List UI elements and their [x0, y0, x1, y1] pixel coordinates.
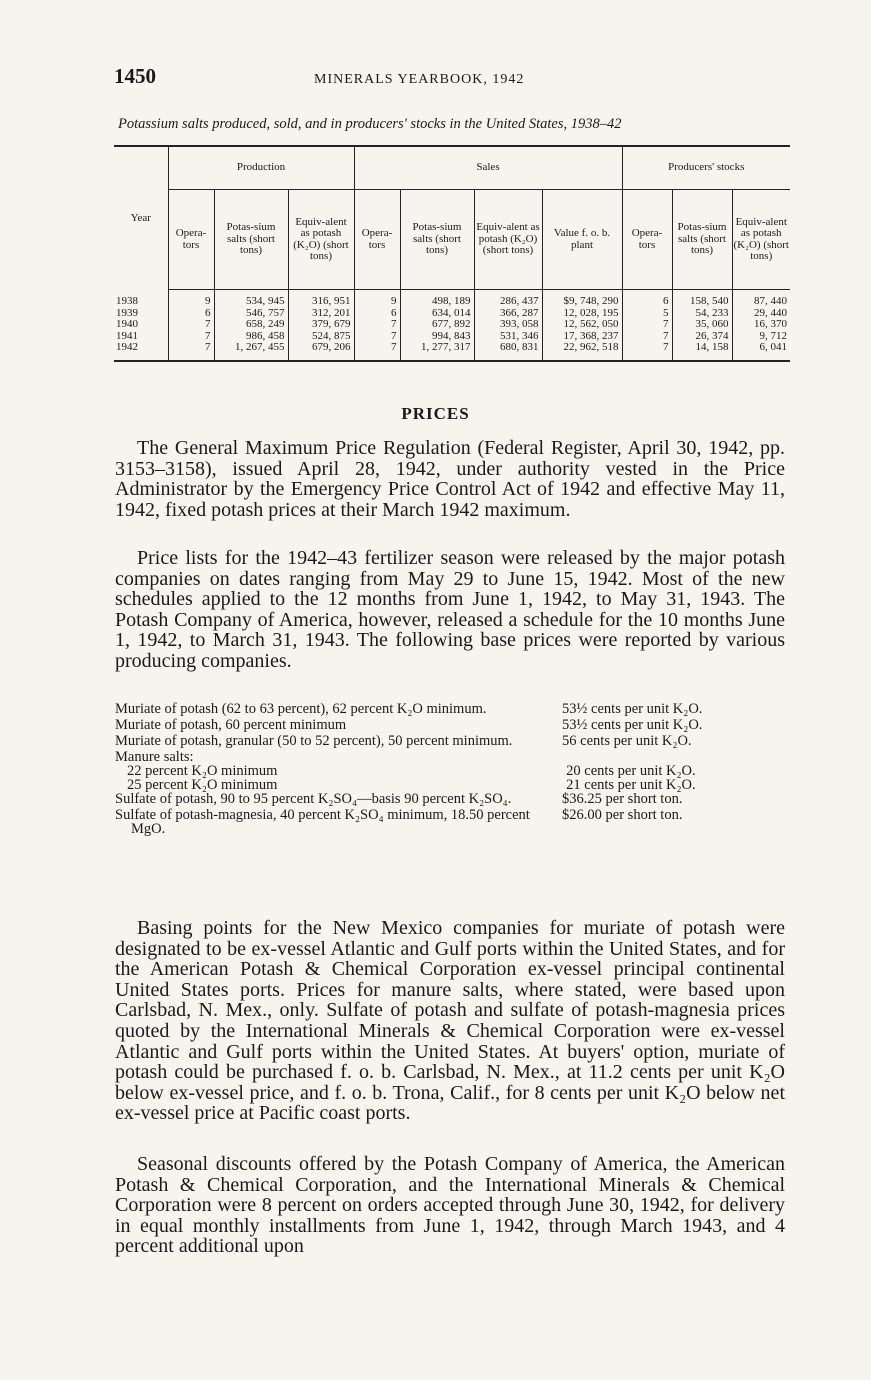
- col-operators: Opera-tors: [622, 190, 672, 290]
- page-number: 1450: [114, 64, 156, 88]
- col-k2o: Equiv-alent as potash (K₂O) (short tons): [288, 190, 354, 290]
- stocks-header: Producers' stocks: [622, 146, 790, 190]
- page-header: [114, 64, 794, 94]
- price-item: Sulfate of potash-magnesia, 40 percent K₂SO₄ minimum, 18.50 percent MgO. $26.00 per short ton.: [115, 807, 683, 837]
- col-k2o: Equiv-alent as potash (K₂O) (short tons): [474, 190, 542, 290]
- table-row: 1940 7 658, 249 379, 679 7 677, 892 393, 058 12, 562, 050 7 35, 060 16, 370: [114, 319, 790, 331]
- price-item: Muriate of potash, 60 percent minimum 53½ cents per unit K₂O.: [115, 717, 703, 733]
- price-item: Manure salts:: [115, 749, 194, 765]
- price-item: Sulfate of potash, 90 to 95 percent K₂SO₄—basis 90 percent K₂SO₄. $36.25 per short ton.: [115, 791, 683, 807]
- col-salts: Potas-sium salts (short tons): [400, 190, 474, 290]
- col-operators: Opera-tors: [168, 190, 214, 290]
- paragraph: Seasonal discounts offered by the Potash Company of America, the American Potash & Chemical Corporation, and the International Minerals & Chemical Corporation were 8 percent on orders accepted through June 30, 1942, for delivery in equal monthly installments from June 1, 1942, through March 1943, and 4 percent additional upon: [115, 1153, 785, 1258]
- paragraph: The General Maximum Price Regulation (Federal Register, April 30, 1942, pp. 3153–3158), issued April 28, 1942, under authority vested in the Price Administrator by the Emergency Price Control Act of 1942 and effective May 11, 1942, fixed potash prices at their March 1942 maximum.: [115, 437, 785, 521]
- price-item: Muriate of potash (62 to 63 percent), 62 percent K₂O minimum. 53½ cents per unit K₂O.: [115, 701, 703, 717]
- col-k2o: Equiv-alent as potash (K₂O) (short tons): [732, 190, 790, 290]
- running-head: MINERALS YEARBOOK, 1942: [314, 72, 525, 87]
- table-row: 1942 7 1, 267, 455 679, 206 7 1, 277, 317 680, 831 22, 962, 518 7 14, 158 6, 041: [114, 342, 790, 361]
- price-list: [115, 702, 785, 836]
- paragraph: Price lists for the 1942–43 fertilizer season were released by the major potash companies on dates ranging from May 29 to June 15, 1942. Most of the new schedules applied to the 12 months from June 1, 1942, to May 31, 1943. The Potash Company of America, however, released a schedule for the 10 months June 1, 1942, to March 31, 1943. The following base prices were reported by various producing companies.: [115, 547, 785, 672]
- col-value: Value f. o. b. plant: [542, 190, 622, 290]
- price-item: 25 percent K₂O minimum 21 cents per unit K₂O.: [127, 777, 696, 793]
- col-salts: Potas-sium salts (short tons): [672, 190, 732, 290]
- potassium-salts-table: [114, 145, 790, 362]
- paragraph: Basing points for the New Mexico companies for muriate of potash were designated to be ex-vessel Atlantic and Gulf ports within the United States, and for the American Potash & Chemical Corporation ex-vessel principal continental United States ports. Prices for manure salts, where stated, were based upon Carlsbad, N. Mex., only. Sulfate of potash and sulfate of potash-magnesia prices quoted by the International Minerals & Chemical Corporation were ex-vessel Atlantic and Gulf ports within the United States. At buyers' option, muriate of potash could be purchased f. o. b. Carlsbad, N. Mex., at 11.2 cents per unit K₂O below ex-vessel price, and f. o. b. Trona, Calif., for 8 cents per unit K₂O below net ex-vessel price at Pacific coast ports.: [115, 917, 785, 1125]
- production-header: Production: [168, 146, 354, 190]
- table-caption: Potassium salts produced, sold, and in producers' stocks in the United States, 1938–42: [118, 116, 622, 132]
- col-salts: Potas-sium salts (short tons): [214, 190, 288, 290]
- sales-header: Sales: [354, 146, 622, 190]
- table-row: 1939 6 546, 757 312, 201 6 634, 014 366, 287 12, 028, 195 5 54, 233 29, 440: [114, 308, 790, 320]
- year-header: Year: [114, 146, 168, 290]
- table-row: 1941 7 986, 458 524, 875 7 994, 843 531, 346 17, 368, 237 7 26, 374 9, 712: [114, 331, 790, 343]
- table-row: 1938 9 534, 945 316, 951 9 498, 189 286, 437 $9, 748, 290 6 158, 540 87, 440: [114, 290, 790, 308]
- col-operators: Opera-tors: [354, 190, 400, 290]
- section-title: PRICES: [401, 404, 470, 423]
- price-item: 22 percent K₂O minimum 20 cents per unit K₂O.: [127, 763, 696, 779]
- price-item: Muriate of potash, granular (50 to 52 percent), 50 percent minimum. 56 cents per unit K₂O.: [115, 733, 692, 749]
